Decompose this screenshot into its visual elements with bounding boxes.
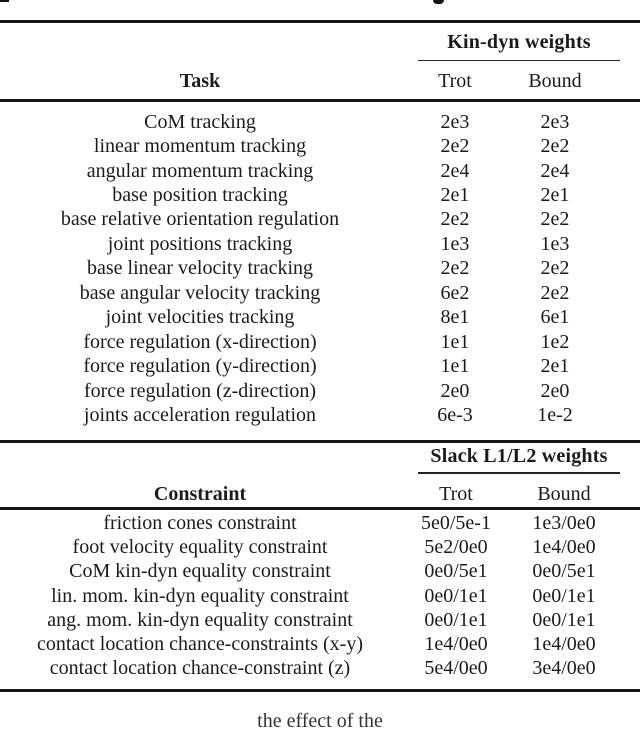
bound-value: 1e-2: [537, 403, 573, 426]
trot-column-header: Trot: [438, 69, 472, 92]
bound-value: 0e0/1e1: [532, 584, 596, 607]
bound-value: 2e2: [540, 281, 570, 304]
top-rule: [0, 20, 640, 23]
constraint-label: lin. mom. kin-dyn equality constraint: [51, 584, 349, 607]
table-row: [0, 560, 640, 584]
slack-table-body: [0, 511, 640, 681]
task-label: linear momentum tracking: [93, 135, 307, 158]
trot-column-header: Trot: [439, 482, 473, 505]
table-row: [0, 511, 640, 535]
constraint-label: contact location chance-constraint (z): [49, 657, 351, 680]
bound-value: 2e1: [540, 184, 570, 207]
bound-value: 2e4: [540, 159, 570, 182]
task-column-header: Task: [179, 69, 221, 92]
trot-value: 0e0/5e1: [424, 560, 488, 583]
trot-value: 6e-3: [437, 403, 473, 426]
task-label: joint positions tracking: [107, 232, 293, 255]
table-row: [0, 159, 640, 183]
bound-value: 3e4/0e0: [532, 657, 596, 680]
slack-top-rule: [0, 440, 640, 443]
task-label: force regulation (z-direction): [83, 379, 317, 402]
bound-value: 1e4/0e0: [532, 633, 596, 656]
trot-value: 8e1: [440, 306, 470, 329]
bound-value: 2e3: [540, 110, 570, 133]
kin-dyn-header-row: [0, 69, 640, 93]
trot-value: 0e0/1e1: [424, 584, 488, 607]
bound-value: 1e3/0e0: [532, 511, 596, 534]
clipped-glyph-fragment: [433, 0, 444, 4]
bound-value: 2e2: [540, 257, 570, 280]
bound-value: 2e1: [540, 355, 570, 378]
table-row: [0, 208, 640, 232]
bound-value: 2e2: [540, 135, 570, 158]
task-label: CoM tracking: [144, 110, 256, 133]
constraint-label: ang. mom. kin-dyn equality constraint: [47, 608, 353, 631]
trot-value: 5e4/0e0: [424, 657, 488, 680]
constraint-label: friction cones constraint: [103, 511, 297, 534]
trot-value: 5e0/5e-1: [421, 511, 491, 534]
clipped-text-fragment: [0, 0, 9, 2]
constraint-column-header: Constraint: [153, 482, 247, 505]
constraint-label: foot velocity equality constraint: [72, 535, 328, 558]
task-label: force regulation (y-direction): [83, 355, 317, 378]
table-row: [0, 403, 640, 427]
trot-value: 1e1: [440, 355, 470, 378]
slack-header-row: [0, 482, 640, 506]
kin-dyn-weights-group-header: Kin-dyn weights: [447, 31, 591, 53]
bound-value: 1e2: [540, 330, 570, 353]
table-row: [0, 535, 640, 559]
table-row: [0, 281, 640, 305]
trot-value: 2e2: [440, 135, 470, 158]
constraint-label: CoM kin-dyn equality constraint: [69, 560, 331, 583]
table-row: [0, 330, 640, 354]
bound-column-header: Bound: [537, 482, 591, 505]
trot-value: 0e0/1e1: [424, 608, 488, 631]
table-row: [0, 232, 640, 256]
trot-value: 1e4/0e0: [424, 633, 488, 656]
task-label: base linear velocity tracking: [86, 257, 313, 280]
bound-value: 6e1: [540, 306, 570, 329]
caption-fragment: [0, 708, 640, 732]
trot-value: 1e1: [440, 330, 470, 353]
trot-value: 6e2: [440, 281, 470, 304]
trot-value: 2e1: [440, 184, 470, 207]
trot-value: 2e2: [440, 257, 470, 280]
task-label: angular momentum tracking: [86, 159, 314, 182]
table-row: [0, 584, 640, 608]
slack-midrule: [0, 507, 640, 510]
bound-value: 0e0/5e1: [532, 560, 596, 583]
trot-value: 2e3: [440, 110, 470, 133]
kin-dyn-cmidrule: [418, 60, 620, 62]
kin-dyn-midrule: [0, 99, 640, 102]
constraint-label: contact location chance-constraints (x-y): [37, 633, 363, 656]
trot-value: 2e0: [440, 379, 470, 402]
trot-value: 5e2/0e0: [424, 535, 488, 558]
caption-fragment-text: the effect of the: [257, 710, 383, 732]
trot-value: 1e3: [440, 232, 470, 255]
table-row: [0, 134, 640, 158]
bound-value: 2e2: [540, 208, 570, 231]
table-row: [0, 608, 640, 632]
task-label: joint velocities tracking: [105, 306, 295, 329]
table-row: [0, 257, 640, 281]
table-row: [0, 183, 640, 207]
table-row: [0, 632, 640, 656]
task-label: base angular velocity tracking: [79, 281, 321, 304]
slack-weights-group-header: Slack L1/L2 weights: [430, 445, 608, 467]
task-label: base relative orientation regulation: [60, 208, 340, 231]
bound-value: 0e0/1e1: [532, 608, 596, 631]
bottom-rule: [0, 689, 640, 692]
table-row: [0, 306, 640, 330]
task-label: base position tracking: [112, 184, 288, 207]
trot-value: 2e2: [440, 208, 470, 231]
slack-cmidrule: [418, 472, 620, 474]
table-row: [0, 354, 640, 378]
table-row: [0, 379, 640, 403]
bound-value: 2e0: [540, 379, 570, 402]
bound-value: 1e3: [540, 232, 570, 255]
bound-column-header: Bound: [528, 69, 582, 92]
trot-value: 2e4: [440, 159, 470, 182]
table-row: [0, 110, 640, 134]
task-label: joints acceleration regulation: [83, 403, 317, 426]
kin-dyn-table-body: [0, 110, 640, 428]
table-row: [0, 657, 640, 681]
task-label: force regulation (x-direction): [83, 330, 317, 353]
bound-value: 1e4/0e0: [532, 535, 596, 558]
